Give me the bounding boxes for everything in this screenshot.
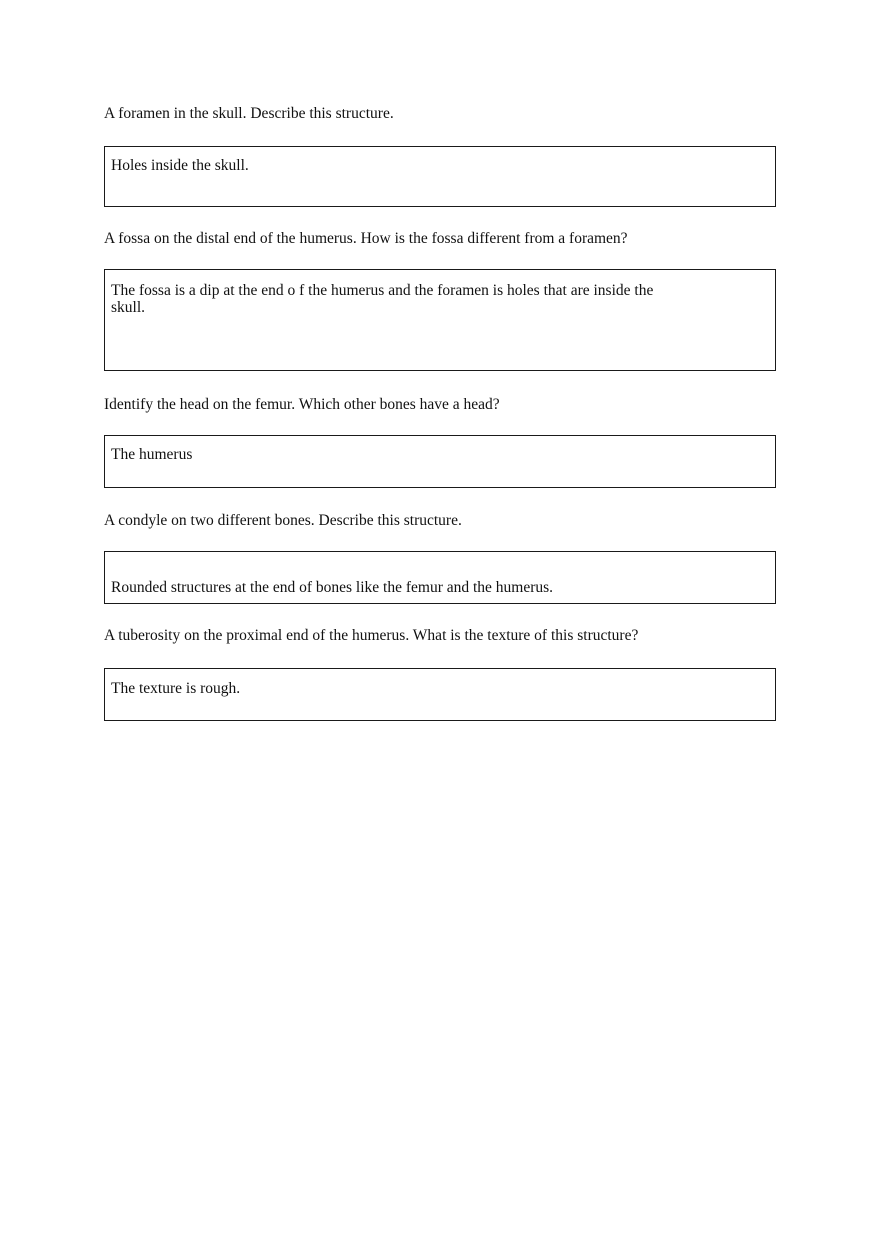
answer-2-text-line-2: skull.	[111, 299, 146, 316]
answer-1-text: Holes inside the skull.	[111, 157, 249, 174]
answer-4-text: Rounded structures at the end of bones like the femur and the humerus.	[111, 579, 554, 596]
answer-box-4[interactable]	[104, 551, 776, 604]
answer-3-text: The humerus	[111, 446, 193, 463]
question-2-prompt: A fossa on the distal end of the humerus. How is the fossa different from a foramen?	[104, 230, 628, 247]
answer-box-3[interactable]	[104, 435, 776, 488]
answer-2-text-line-1: The fossa is a dip at the end o f the humerus and the foramen is holes that are inside the	[111, 282, 654, 299]
question-4-prompt: A condyle on two different bones. Describe this structure.	[104, 512, 462, 529]
answer-box-5[interactable]	[104, 668, 776, 721]
answer-5-text: The texture is rough.	[111, 680, 241, 697]
question-5-prompt: A tuberosity on the proximal end of the humerus. What is the texture of this structure?	[104, 627, 639, 644]
answer-box-1[interactable]	[104, 146, 776, 207]
answer-box-2[interactable]	[104, 269, 776, 371]
question-1-prompt: A foramen in the skull. Describe this structure.	[104, 105, 394, 122]
question-3-prompt: Identify the head on the femur. Which other bones have a head?	[104, 396, 500, 413]
